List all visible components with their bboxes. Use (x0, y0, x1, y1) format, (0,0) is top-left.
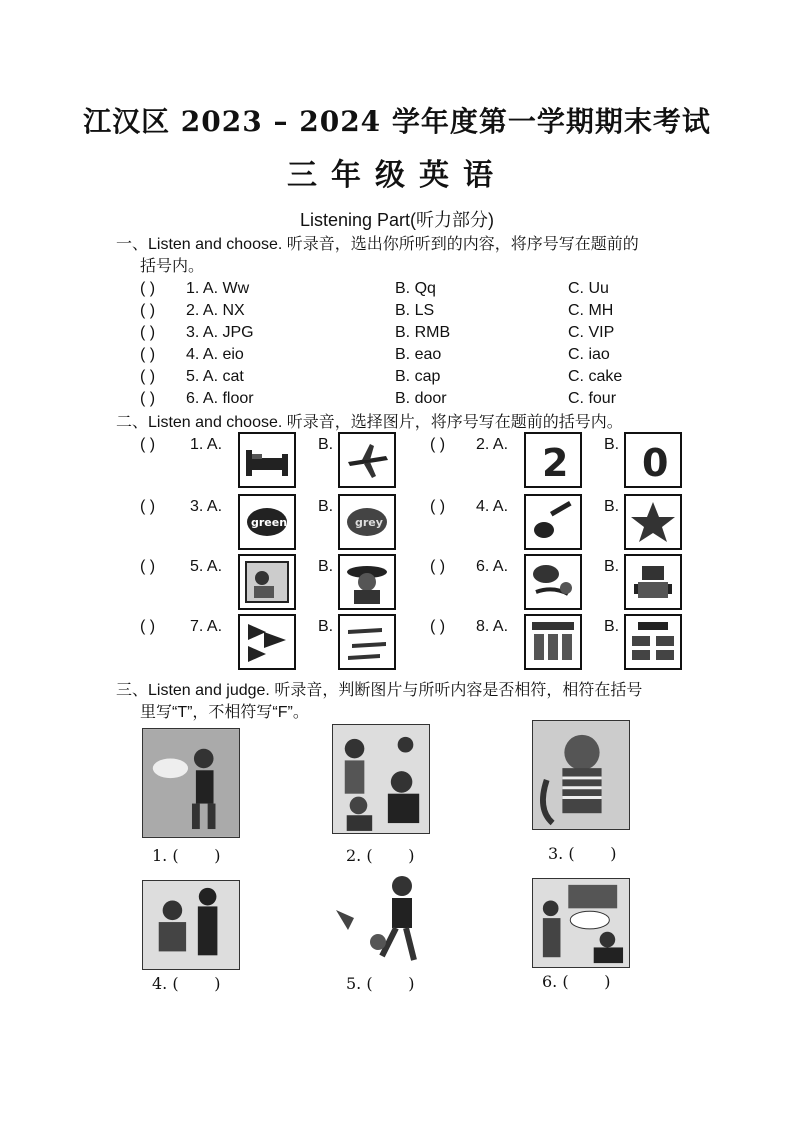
option-b: B. cap (395, 368, 441, 385)
option-c: C. MH (568, 302, 614, 319)
s1-row-6 (140, 390, 660, 412)
robot-icon[interactable] (624, 554, 682, 610)
bed-icon[interactable] (238, 432, 296, 488)
people-talking-icon (142, 880, 240, 970)
answer-blank[interactable]: ( ) (140, 390, 156, 407)
option-b: B. eao (395, 346, 442, 363)
item-number: 1. A. (190, 436, 223, 453)
answer-blank[interactable]: ( ) (430, 436, 446, 453)
answer-blank[interactable]: ( ) (140, 618, 156, 635)
plane-icon[interactable] (338, 432, 396, 488)
option-c: C. Uu (568, 280, 609, 297)
classroom-icon[interactable] (524, 614, 582, 670)
s1-row-4 (140, 346, 660, 368)
answer-blank[interactable]: ( ) (430, 618, 446, 635)
splash-label-green: green (251, 516, 288, 529)
item-number: 5. A. (190, 558, 223, 575)
option-a: 6. A. floor (186, 390, 254, 407)
item-number: 4. A. (476, 498, 509, 515)
answer-blank[interactable]: ( ) (140, 302, 156, 319)
option-b: B. RMB (395, 324, 451, 341)
option-b: B. LS (395, 302, 435, 319)
number-two-icon[interactable] (524, 432, 582, 488)
option-b: B. (318, 558, 334, 575)
answer-blank[interactable]: ( ) (140, 436, 156, 453)
s2-row-2 (140, 494, 700, 558)
fruit-icon[interactable] (524, 554, 582, 610)
option-b: B. (604, 436, 620, 453)
s2-row-3 (140, 554, 700, 618)
exam-title: 江汉区 2023 – 2024 学年度第一学期期末考试 (83, 105, 711, 138)
answer-blank[interactable]: ( ) (140, 558, 156, 575)
judge-label-5[interactable]: 5. ( ) (346, 974, 415, 993)
family-icon (332, 724, 430, 834)
section1-line1: 一、Listen and choose. 听录音，选出你所听到的内容，将序号写在题前的 (116, 236, 639, 253)
boy-playing-icon (142, 728, 240, 838)
tiger-icon (532, 720, 630, 830)
option-c: C. cake (568, 368, 623, 385)
paint-splash-grey-icon[interactable] (338, 494, 396, 550)
photo-icon[interactable] (238, 554, 296, 610)
section2-instruction: 二、Listen and choose. 听录音，选择图片，将序号写在题前的括号内。 (116, 414, 623, 431)
flags-icon[interactable] (238, 614, 296, 670)
s2-row-4 (140, 614, 700, 678)
planes-icon[interactable] (338, 614, 396, 670)
option-a: 2. A. NX (186, 302, 245, 319)
s1-row-1 (140, 280, 660, 302)
section1-line2: 括号内。 (140, 258, 205, 275)
s2-row-1 (140, 432, 700, 496)
option-c: C. VIP (568, 324, 615, 341)
judge-label-1[interactable]: 1. ( ) (152, 846, 221, 865)
judge-label-4[interactable]: 4. ( ) (152, 974, 221, 993)
s1-row-5 (140, 368, 660, 390)
option-a: 5. A. cat (186, 368, 244, 385)
answer-blank[interactable]: ( ) (140, 498, 156, 515)
option-b: B. (604, 498, 620, 515)
s1-row-2 (140, 302, 660, 324)
guitar-icon[interactable] (524, 494, 582, 550)
judge-label-6[interactable]: 6. ( ) (542, 972, 611, 991)
option-a: 4. A. eio (186, 346, 244, 363)
judge-label-2[interactable]: 2. ( ) (346, 846, 415, 865)
s1-row-3 (140, 324, 660, 346)
section1-instruction (116, 234, 716, 278)
item-number: 7. A. (190, 618, 223, 635)
exam-subtitle: 三年级英语 (287, 158, 507, 193)
option-b: B. (604, 558, 620, 575)
section3-instruction (116, 680, 716, 724)
option-c: C. iao (568, 346, 610, 363)
section3-line2: 里写“T”，不相符写“F”。 (140, 704, 309, 721)
option-c: C. four (568, 390, 617, 407)
paint-splash-green-icon[interactable] (238, 494, 296, 550)
answer-blank[interactable]: ( ) (140, 280, 156, 297)
option-b: B. (318, 618, 334, 635)
star-icon[interactable] (624, 494, 682, 550)
teacher-board-icon (532, 878, 630, 968)
item-number: 3. A. (190, 498, 223, 515)
option-b: B. (604, 618, 620, 635)
item-number: 2. A. (476, 436, 509, 453)
answer-blank[interactable]: ( ) (430, 558, 446, 575)
option-a: 3. A. JPG (186, 324, 254, 341)
item-number: 6. A. (476, 558, 509, 575)
answer-blank[interactable]: ( ) (140, 368, 156, 385)
answer-blank[interactable]: ( ) (430, 498, 446, 515)
option-a: 1. A. Ww (186, 280, 250, 297)
option-b: B. (318, 498, 334, 515)
cowboy-icon[interactable] (338, 554, 396, 610)
svg-text:0: 0 (642, 441, 669, 484)
desks-icon[interactable] (624, 614, 682, 670)
number-zero-icon[interactable] (624, 432, 682, 488)
svg-text:2: 2 (542, 441, 569, 484)
answer-blank[interactable]: ( ) (140, 346, 156, 363)
item-number: 8. A. (476, 618, 509, 635)
option-b: B. Qq (395, 280, 436, 297)
judge-label-3[interactable]: 3. ( ) (548, 844, 617, 863)
kicking-ball-icon (330, 870, 428, 970)
section3-line1: 三、Listen and judge. 听录音，判断图片与所听内容是否相符，相符在括号 (116, 682, 643, 699)
answer-blank[interactable]: ( ) (140, 324, 156, 341)
part-title: Listening Part(听力部分) (299, 210, 495, 230)
option-b: B. (318, 436, 334, 453)
option-b: B. door (395, 390, 447, 407)
splash-label-grey: grey (355, 516, 383, 529)
